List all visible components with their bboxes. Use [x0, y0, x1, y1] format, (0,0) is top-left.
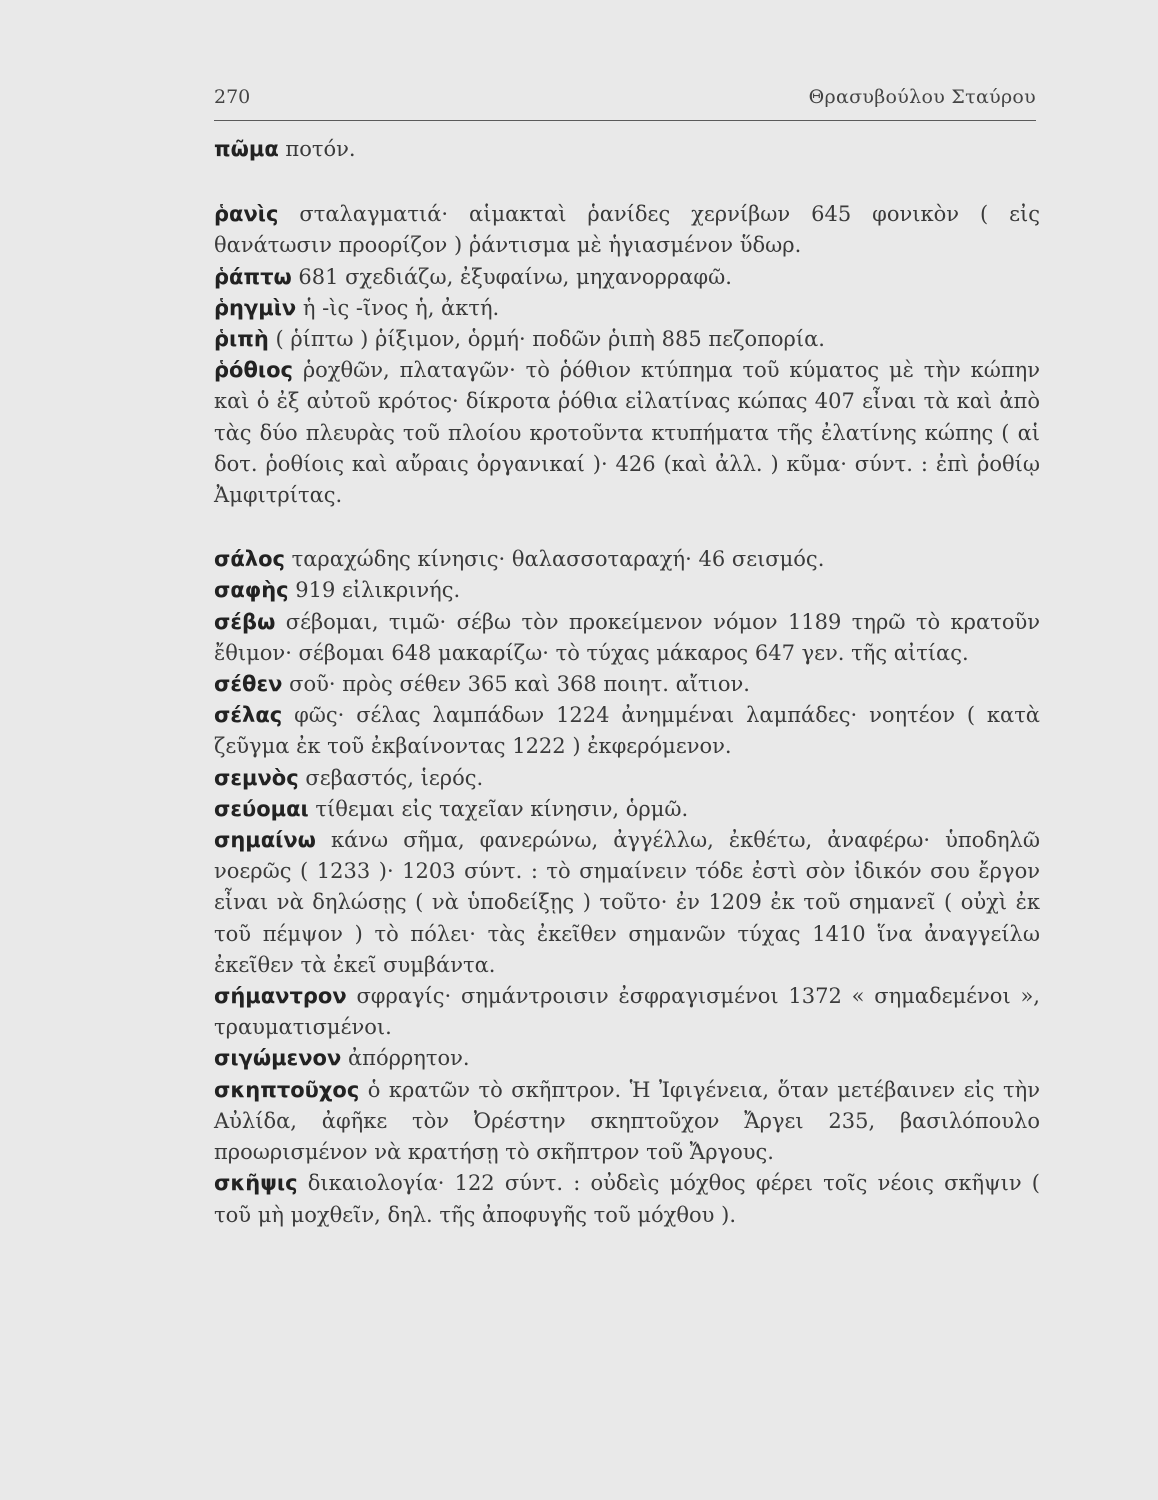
definition: κάνω σῆμα, φανερώνω, ἀγγέλλω, ἐκθέτω, ἀναφέρω· ὑποδηλῶ νοερῶς ( 1233 )· 1203 σύντ. : τὸ σημαίνειν τόδε ἐστὶ σὸν ἰδικόν σου ἔργον εἶναι νὰ δηλώσῃς ( νὰ ὑποδείξῃς ) τοῦτο· ἐν 1209 ἐκ τοῦ σημανεῖ ( οὐχὶ ἐκ τοῦ πέμψον ) τὸ πόλει· τὰς ἐκεῖθεν σημανῶν τύχας 1410 ἵνα ἀναγγείλω ἐκεῖθεν τὰ ἐκεῖ συμβάντα.	[214, 828, 1040, 977]
section-gap	[214, 165, 1040, 199]
definition: ταραχώδης κίνησις· θαλασσοταραχή· 46 σεισμός.	[284, 547, 825, 572]
glossary-entry-rothios	[214, 355, 1040, 511]
running-head: Θρασυβούλου Σταύρου	[808, 86, 1036, 108]
headword: σέθεν	[214, 672, 283, 697]
headword: ῥηγμὶν	[214, 295, 297, 320]
definition: δικαιολογία· 122 σύντ. : οὐδεὶς μόχθος φέρει τοῖς νέοις σκῆψιν ( τοῦ μὴ μοχθεῖν, δηλ. τῆς ἀποφυγῆς τοῦ μόχθου ).	[214, 1171, 1040, 1227]
glossary-entry-sethen	[214, 669, 1040, 700]
headword: ῥόθιος	[214, 358, 293, 383]
headword: σήμαντρον	[214, 984, 347, 1009]
definition: ῥοχθῶν, πλαταγῶν· τὸ ῥόθιον κτύπημα τοῦ κύματος μὲ τὴν κώπην καὶ ὁ ἐξ αὐτοῦ κρότος· δίκροτα ῥόθια εἰλατίνας κώπας 407 εἶναι τὰ καὶ ἀπὸ τὰς δύο πλευρὰς τοῦ πλοίου κροτοῦντα κτυπήματα τῆς ἐλατίνης κώπης ( αἱ δοτ. ῥοθίοις καὶ αὔραις ὀργανικαί )· 426 (καὶ ἀλλ. ) κῦμα· σύντ. : ἐπὶ ῥοθίῳ Ἀμφιτρίτας.	[214, 358, 1040, 508]
page-header	[214, 86, 1036, 121]
definition: ( ῥίπτω ) ῥίξιμον, ὁρμή· ποδῶν ῥιπὴ 885 πεζοπορία.	[268, 327, 825, 352]
page-number: 270	[214, 86, 251, 108]
definition: τίθεμαι εἰς ταχεῖαν κίνησιν, ὁρμῶ.	[308, 796, 689, 821]
definition: ἡ -ὶς -ῖνος ἡ, ἀκτή.	[296, 295, 500, 320]
glossary-entry-regmin	[214, 293, 1040, 324]
glossary-entry-seuomai	[214, 794, 1040, 825]
headword: ῥανὶς	[214, 202, 279, 227]
definition: 919 εἰλικρινής.	[288, 578, 461, 603]
definition: 681 σχεδιάζω, ἐξυφαίνω, μηχανορραφῶ.	[291, 264, 732, 289]
definition: φῶς· σέλας λαμπάδων 1224 ἀνημμέναι λαμπάδες· νοητέον ( κατὰ ζεῦγμα ἐκ τοῦ ἐκβαίνοντας 1222 ) ἐκφερόμενον.	[214, 703, 1040, 759]
headword: ῥιπὴ	[214, 327, 269, 352]
headword: σκηπτοῦχος	[214, 1077, 360, 1102]
glossary-entry-ranis	[214, 199, 1040, 261]
glossary-entry-semantron	[214, 981, 1040, 1043]
definition: ποτόν.	[278, 137, 356, 161]
definition: σταλαγματιά· αἱμακταὶ ῥανίδες χερνίβων 645 φονικὸν ( εἰς θανάτωσιν προορίζον ) ῥάντισμα μὲ ἡγιασμένον ὕδωρ.	[214, 202, 1040, 258]
glossary-entry-saphes	[214, 575, 1040, 606]
section-gap	[214, 511, 1040, 544]
headword: σέλας	[214, 703, 283, 728]
definition: ὁ κρατῶν τὸ σκῆπτρον. Ἡ Ἰφιγένεια, ὅταν μετέβαινεν εἰς τὴν Αὐλίδα, ἀφῆκε τὸν Ὀρέστην σκηπτοῦχον Ἄργει 235, βασιλόπουλο προωρισμένον νὰ κρατήσῃ τὸ σκῆπτρον τοῦ Ἄργους.	[214, 1077, 1040, 1165]
headword: σεμνὸς	[214, 765, 299, 790]
definition: σοῦ· πρὸς σέθεν 365 καὶ 368 ποιητ. αἴτιον.	[282, 672, 750, 697]
definition: σεβαστός, ἱερός.	[298, 765, 484, 790]
glossary-entry-poma	[214, 134, 1040, 165]
glossary-entry-skepsis	[214, 1168, 1040, 1230]
definition: ἀπόρρητον.	[341, 1046, 470, 1071]
glossary-entry-selas	[214, 700, 1040, 762]
headword: σιγώμενον	[214, 1046, 342, 1071]
glossary-entry-salos	[214, 544, 1040, 575]
headword: σάλος	[214, 547, 285, 572]
glossary-entry-skeptouchos	[214, 1075, 1040, 1169]
definition: σφραγίς· σημάντροισιν ἐσφραγισμένοι 1372 « σημαδεμένοι », τραυματισμένοι.	[214, 984, 1040, 1040]
glossary-entry-ripe	[214, 324, 1040, 355]
glossary-entry-rapto	[214, 262, 1040, 293]
headword: σεύομαι	[214, 796, 309, 821]
headword: ῥάπτω	[214, 264, 292, 289]
headword: σέβω	[214, 609, 276, 634]
headword: σημαίνω	[214, 828, 316, 853]
glossary-body	[214, 134, 1040, 1231]
glossary-entry-sigomenon	[214, 1043, 1040, 1074]
glossary-entry-sebo	[214, 607, 1040, 669]
headword: σκῆψις	[214, 1171, 298, 1196]
glossary-entry-semnos	[214, 763, 1040, 794]
definition: σέβομαι, τιμῶ· σέβω τὸν προκείμενον νόμον 1189 τηρῶ τὸ κρατοῦν ἔθιμον· σέβομαι 648 μακαρίζω· τὸ τύχας μάκαρος 647 γεν. τῆς αἰτίας.	[214, 609, 1040, 665]
glossary-entry-semaino	[214, 825, 1040, 981]
headword: σαφὴς	[214, 578, 289, 603]
headword: πῶμα	[214, 137, 279, 161]
